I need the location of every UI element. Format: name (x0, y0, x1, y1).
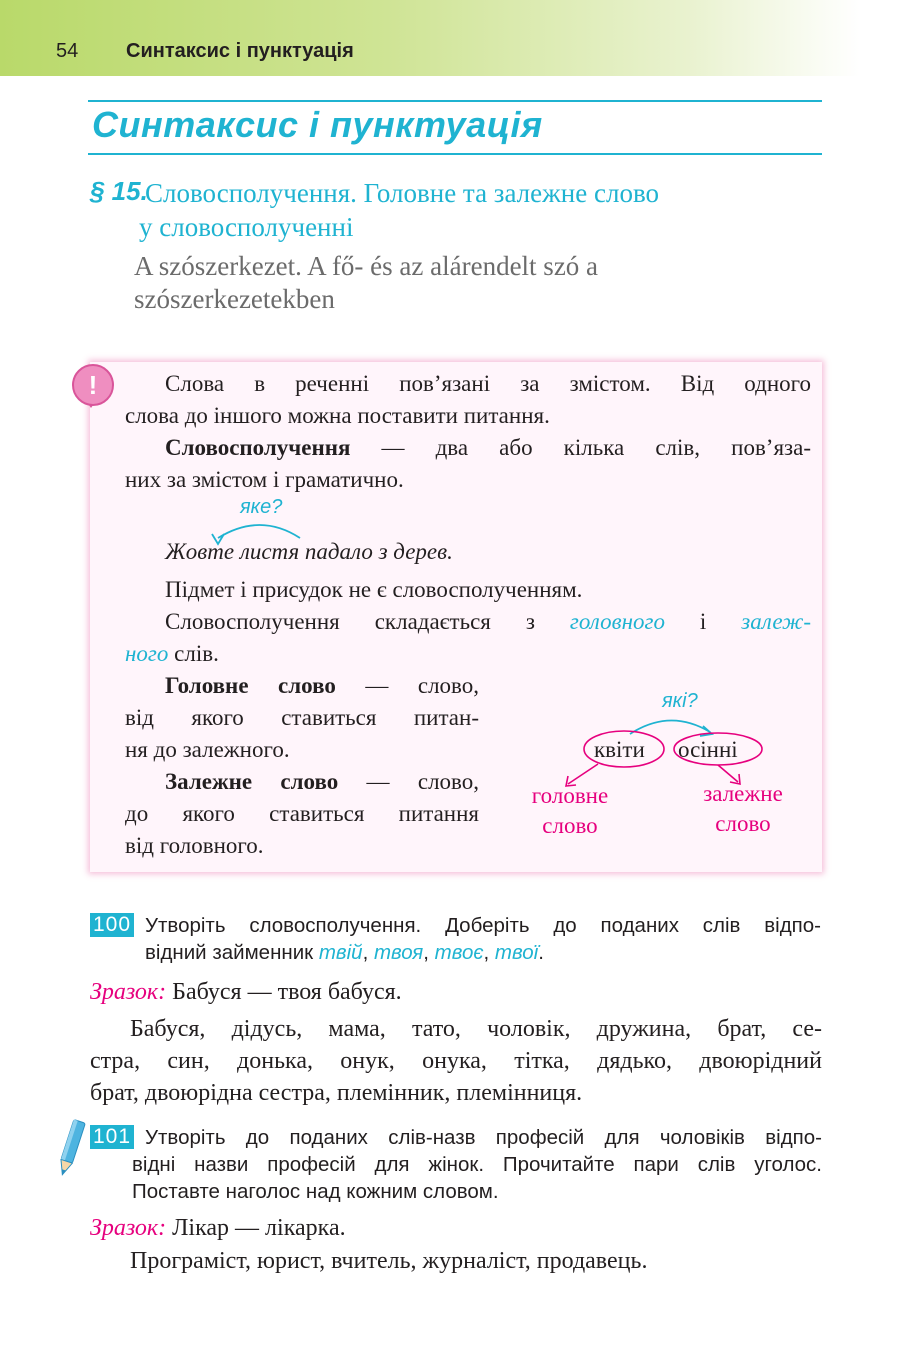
term-dep-word: Залежне слово (165, 769, 339, 794)
rule-line6-and: і (664, 609, 742, 634)
hu-title-line2: szószerkezetekben (134, 284, 335, 314)
rule-line5: Підмет і присудок не є словосполученням. (165, 577, 583, 602)
exercise-100-words-1: Бабуся, дідусь, мама, тато, чоловік, дружина, брат, се- (130, 1016, 822, 1042)
dep-def-line2: до якого ставиться питання (125, 801, 479, 826)
exercise-100-line2 (145, 939, 821, 966)
exercise-101-line3: Поставте наголос над кожним словом. (132, 1180, 499, 1203)
page-number: 54 (56, 40, 79, 62)
term-head-word: Головне слово (165, 673, 336, 698)
diagram-label-dep-1: залежне (703, 781, 783, 806)
example-sentence: Жовте листя падало з дерев. (165, 539, 453, 564)
rule-line4: них за змістом і граматично. (125, 467, 404, 492)
rule-line6 (125, 606, 811, 638)
section-title: Синтаксис і пунктуація (92, 104, 543, 145)
diagram-word-main: квіти (594, 737, 645, 762)
pronoun-tvoi: твої (494, 941, 539, 964)
example-question: яке? (240, 496, 283, 518)
paragraph-title-line2: у словосполученні (139, 212, 354, 242)
paragraph-number: § 15. (90, 176, 148, 206)
sep-3: , (483, 941, 495, 964)
exercise-100-sample (90, 976, 402, 1008)
pronoun-tvoia: твоя (373, 941, 424, 964)
dep-def-1: — слово, (338, 769, 479, 794)
exercise-101-line2: відні назви професій для жінок. Прочитайте пари слів уголос. (132, 1153, 822, 1176)
rule-line7-rest: слів. (168, 641, 219, 666)
head-def-line3: ня до залежного. (125, 737, 290, 762)
exercise-101-line1: Утворіть до поданих слів-назв професій для чоловіків відпо- (145, 1126, 822, 1149)
diagram-label-main-2: слово (542, 813, 598, 838)
header-band (0, 0, 860, 76)
head-def-line1 (125, 670, 479, 702)
exercise-100-line1: Утворіть словосполучення. Доберіть до поданих слів відпо- (145, 914, 821, 937)
term-slovospoluchennia: Словосполучення (165, 435, 351, 460)
paragraph-title-line1: Словосполучення. Головне та залежне слово (145, 178, 660, 208)
section-rule-bottom (88, 153, 822, 155)
exercise-100-task (145, 912, 821, 966)
term-zalezhne-part1: залеж- (741, 609, 812, 634)
hu-title-line1: A szószerkezet. A fő- és az alárendelt szó a (134, 251, 599, 281)
ex100-text2: відний займенник (145, 941, 319, 964)
diagram-label-dep-2: слово (715, 811, 771, 836)
rule-line1: Слова в реченні пов’язані за змістом. Від одного (165, 371, 811, 396)
sep-2: , (423, 941, 435, 964)
exercise-number-100: 100 (90, 913, 134, 937)
exercise-number-101: 101 (90, 1125, 134, 1149)
dep-def-line3: від головного. (125, 833, 264, 858)
section-rule-top (88, 100, 822, 102)
sample-label-101: Зразок: (90, 1215, 167, 1241)
diagram-question: які? (662, 690, 698, 712)
running-title: Синтаксис і пунктуація (126, 40, 354, 62)
diagram-lines (520, 700, 820, 790)
dep-def-line1 (125, 766, 479, 798)
head-def-line2: від якого ставиться питан- (125, 705, 479, 730)
term-zalezhne-part2: ного (125, 641, 169, 666)
sep-1: , (362, 941, 374, 964)
rule-line2: слова до іншого можна поставити питання. (125, 403, 550, 428)
exercise-100-words-2: стра, син, донька, онук, онука, тітка, дядько, двоюрідний (90, 1048, 822, 1074)
ex100-end: . (538, 941, 544, 964)
exercise-101-task (132, 1124, 822, 1205)
sample-text-100: Бабуся — твоя бабуся. (166, 979, 402, 1005)
rule-line3 (125, 432, 811, 464)
paragraph-title-hungarian (134, 250, 794, 316)
sample-text-101: Лікар — лікарка. (166, 1215, 346, 1241)
rule-line6-start: Словосполучення складається з (165, 609, 570, 634)
rule-line7 (125, 638, 219, 670)
exercise-101-words: Програміст, юрист, вчитель, журналіст, продавець. (130, 1248, 648, 1274)
pencil-icon (54, 1116, 88, 1180)
diagram-label-main-1: головне (531, 783, 609, 808)
pronoun-tvoie: твоє (434, 941, 484, 964)
paragraph-title (139, 176, 815, 244)
term-golovne: головного (569, 609, 665, 634)
head-def-1: — слово, (335, 673, 480, 698)
exercise-101-sample (90, 1212, 346, 1244)
diagram-word-dep: осінні (678, 737, 738, 762)
sample-label-100: Зразок: (90, 979, 167, 1005)
exclamation-icon: ! (72, 364, 114, 406)
pronoun-tviy: твій (318, 941, 363, 964)
exercise-100-words-3: брат, двоюрідна сестра, племінник, племінниця. (90, 1080, 583, 1106)
rule-line3-rest: — два або кілька слів, пов’яза- (350, 435, 811, 460)
